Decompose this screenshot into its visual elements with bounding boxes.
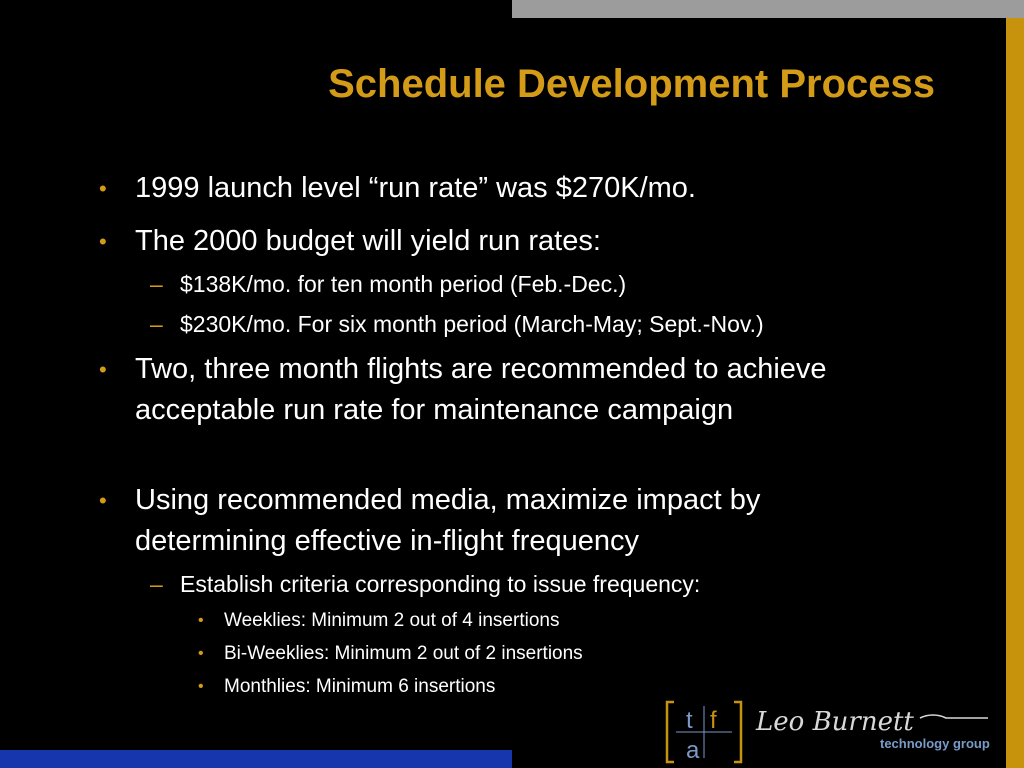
bullet-item bbox=[99, 168, 895, 209]
sub-sub-bullet-marker: • bbox=[198, 645, 204, 662]
sub-sub-bullet-text: Monthlies: Minimum 6 insertions bbox=[224, 676, 496, 697]
sub-sub-bullet-marker: • bbox=[198, 678, 204, 695]
bullet-marker: • bbox=[99, 229, 107, 254]
bullet-marker: • bbox=[99, 357, 107, 382]
sub-sub-bullet-item bbox=[198, 608, 560, 634]
sub-sub-bullet-text: Bi-Weeklies: Minimum 2 out of 2 insertions bbox=[224, 643, 583, 664]
sub-bullet-marker: – bbox=[150, 271, 163, 297]
sub-bullet-marker: – bbox=[150, 311, 163, 337]
bottom-blue-accent-bar bbox=[0, 750, 512, 768]
right-gold-accent-bar bbox=[1006, 18, 1024, 768]
sub-bullet-item bbox=[150, 267, 627, 301]
sub-sub-bullet-text: Weeklies: Minimum 2 out of 4 insertions bbox=[224, 610, 560, 631]
tfa-logo-letter-f: f bbox=[710, 707, 717, 734]
sub-bullet-text: $138K/mo. for ten month period (Feb.-Dec.) bbox=[180, 271, 627, 297]
tfa-logo bbox=[664, 700, 744, 764]
sub-bullet-item bbox=[150, 307, 764, 341]
sub-bullet-text: Establish criteria corresponding to issue frequency: bbox=[180, 571, 701, 597]
leo-burnett-signature bbox=[752, 700, 992, 740]
tfa-logo-letter-t: t bbox=[686, 707, 693, 734]
bullet-text: 1999 launch level “run rate” was $270K/mo. bbox=[135, 172, 696, 204]
slide-title: Schedule Development Process bbox=[328, 62, 935, 106]
bullet-text: Two, three month flights are recommended to achieve acceptable run rate for maintenance campaign bbox=[135, 353, 827, 426]
sub-bullet-text: $230K/mo. For six month period (March-May; Sept.-Nov.) bbox=[180, 311, 764, 337]
sub-sub-bullet-marker: • bbox=[198, 612, 204, 629]
bullet-item bbox=[99, 349, 895, 431]
bullet-item bbox=[99, 221, 895, 262]
svg-text:Leo Burnett: Leo Burnett bbox=[756, 707, 914, 737]
bullet-item bbox=[99, 480, 895, 562]
sub-bullet-marker: – bbox=[150, 571, 163, 597]
bullet-marker: • bbox=[99, 176, 107, 201]
logo-tagline: technology group bbox=[880, 736, 990, 751]
sub-sub-bullet-item bbox=[198, 674, 496, 700]
tfa-logo-letter-a: a bbox=[686, 737, 700, 764]
bullet-marker: • bbox=[99, 488, 107, 513]
top-gray-accent-bar bbox=[512, 0, 1024, 18]
sub-bullet-item bbox=[150, 567, 701, 601]
bullet-text: Using recommended media, maximize impact by determining effective in-flight frequency bbox=[135, 484, 761, 557]
sub-sub-bullet-item bbox=[198, 641, 583, 667]
bullet-text: The 2000 budget will yield run rates: bbox=[135, 225, 601, 257]
